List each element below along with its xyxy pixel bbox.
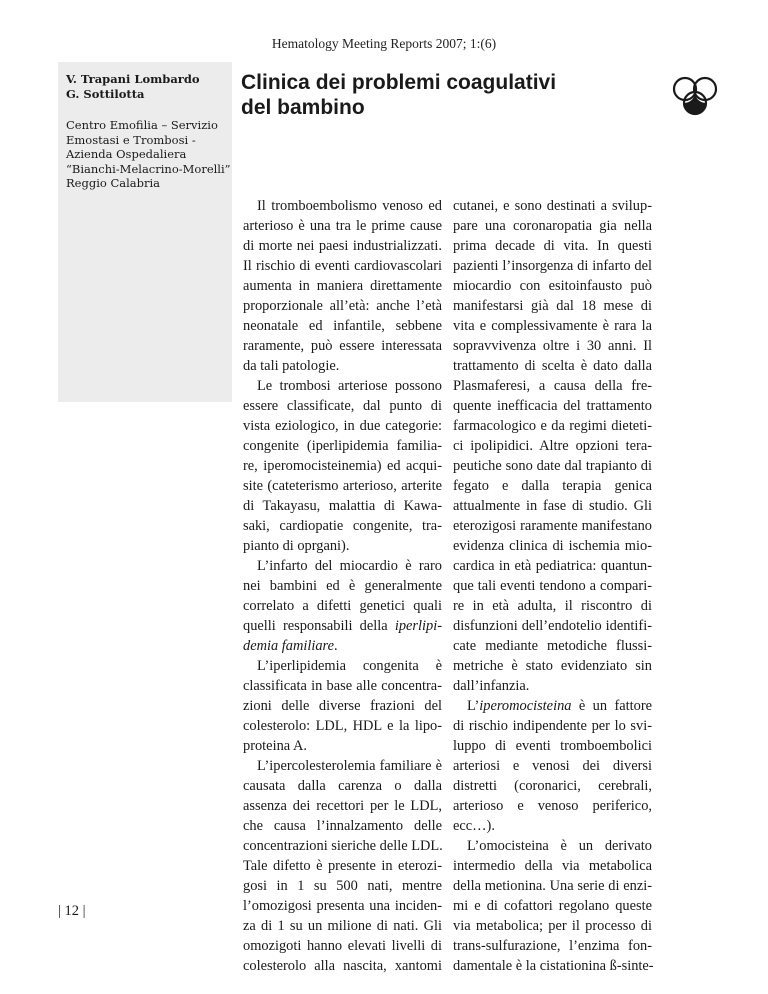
text-line — [453, 756, 652, 776]
text-segment: classificata in base alle concentra- — [243, 678, 442, 694]
text-line — [453, 576, 652, 596]
text-line — [243, 776, 442, 796]
text-line — [243, 916, 442, 936]
text-line — [453, 256, 652, 276]
text-segment: raramente, può essere interessata — [243, 338, 442, 354]
text-line — [453, 716, 652, 736]
text-segment: zioni delle diverse frazioni del — [243, 698, 442, 714]
text-line — [453, 496, 652, 516]
text-line — [453, 836, 652, 856]
text-line — [453, 916, 652, 936]
text-line — [243, 656, 442, 676]
text-segment: pazienti l’insorgenza di infarto del — [453, 258, 652, 274]
text-line — [243, 876, 442, 896]
author-name: V. Trapani Lombardo — [66, 72, 200, 86]
article-title-line: del bambino — [241, 96, 365, 119]
text-line — [453, 336, 652, 356]
text-segment: luppo di eventi tromboembolici — [453, 738, 652, 754]
text-segment: aumenta in maniera direttamente — [243, 278, 442, 294]
text-line — [243, 676, 442, 696]
text-segment: congenite (iperlipidemia familia- — [243, 438, 442, 454]
text-segment: que tali eventi tendono a compari- — [453, 578, 652, 594]
text-segment: L’ipercolesterolemia familiare è — [257, 758, 442, 774]
text-segment: vista eziologico, in due categorie: — [243, 418, 442, 434]
text-line — [453, 236, 652, 256]
text-line — [243, 476, 442, 496]
text-line — [453, 556, 652, 576]
text-line — [453, 796, 652, 816]
text-line — [453, 676, 652, 696]
text-segment: L’ — [467, 698, 480, 714]
text-segment: causata dalla carenza o dalla — [243, 778, 442, 794]
affiliation-line: Azienda Ospedaliera — [66, 147, 187, 161]
text-line — [243, 236, 442, 256]
text-segment: è un fattore — [571, 698, 652, 714]
text-line — [243, 376, 442, 396]
text-line — [453, 536, 652, 556]
text-segment: cutanei, e sono destinati a svilup- — [453, 198, 652, 214]
text-line — [243, 196, 442, 216]
text-segment: arterioso e venoso periferico, — [453, 798, 652, 814]
text-segment: arteriosi e venosi dei diversi — [453, 758, 652, 774]
text-segment: cardica in età pediatrica: quantun- — [453, 558, 652, 574]
text-line — [453, 476, 652, 496]
text-line — [453, 296, 652, 316]
text-segment: dall’infanzia. — [453, 678, 530, 694]
text-line — [243, 536, 442, 556]
text-segment: eterozigosi raramente manifestano — [453, 518, 652, 534]
text-segment: re in età adulta, il riscontro di — [453, 598, 652, 614]
text-line — [243, 356, 442, 376]
text-line — [243, 496, 442, 516]
text-segment: miocardio con esitoinfausto può — [453, 278, 652, 294]
text-line — [453, 316, 652, 336]
text-line — [453, 416, 652, 436]
text-segment: attualmente in fase di studio. Gli — [453, 498, 652, 514]
text-line — [243, 436, 442, 456]
affiliation-line: “Bianchi-Melacrino-Morelli” — [66, 161, 231, 176]
text-line — [453, 356, 652, 376]
text-line — [243, 796, 442, 816]
text-segment: damentale è la cistationina ß-sinte- — [453, 958, 654, 974]
text-segment: colesterolo: LDL, HDL e la lipo- — [243, 718, 442, 734]
text-line — [243, 816, 442, 836]
text-segment: disfunzioni dell’endotelio identifi- — [453, 618, 652, 634]
text-line — [453, 936, 652, 956]
text-line — [453, 616, 652, 636]
text-segment: della metionina. Una serie di enzi- — [453, 878, 652, 894]
text-segment: mi e di cofattori regolano queste — [453, 898, 652, 914]
text-segment: vita e complessivamente è rara la — [453, 318, 652, 334]
journal-logo-icon — [670, 72, 720, 120]
affiliation-line: Emostasi e Trombosi - — [66, 132, 196, 147]
text-segment: manifestarsi già dal 18 mese di — [453, 298, 652, 314]
text-line — [243, 276, 442, 296]
text-segment: proteina A. — [243, 738, 307, 754]
text-line — [453, 436, 652, 456]
text-line — [453, 396, 652, 416]
text-segment: sopravvivenza oltre i 30 anni. Il — [453, 338, 652, 354]
text-line — [243, 596, 442, 616]
body-column-left — [243, 196, 442, 976]
text-segment: che causa l’innalzamento delle — [243, 818, 442, 834]
text-segment: L’omocisteina è un derivato — [467, 838, 652, 854]
text-line — [243, 316, 442, 336]
text-line — [243, 296, 442, 316]
text-segment: fegato e dalla terapia genica — [453, 478, 652, 494]
text-line — [243, 616, 442, 636]
text-line — [243, 256, 442, 276]
text-line — [243, 696, 442, 716]
text-segment: saki, cardiopatie congenite, tra- — [243, 518, 442, 534]
text-segment: concentrazioni sieriche delle LDL. — [243, 838, 443, 854]
text-segment: nei bambini ed è generalmente — [243, 578, 442, 594]
body-column-right — [453, 196, 652, 976]
text-segment: ci ipolipidici. Altre opzioni tera- — [453, 438, 652, 454]
text-line — [243, 216, 442, 236]
text-segment: di Takayasu, malattia di Kawa- — [243, 498, 442, 514]
text-line — [243, 516, 442, 536]
text-segment: omozigoti hanno elevati livelli di — [243, 938, 442, 954]
text-line — [453, 876, 652, 896]
text-segment: Il rischio di eventi cardiovascolari — [243, 258, 442, 274]
text-segment: Tale difetto è presente in eterozi- — [243, 858, 442, 874]
text-line — [243, 856, 442, 876]
text-segment: Plasmaferesi, a causa della fre- — [453, 378, 652, 394]
text-line — [453, 656, 652, 676]
text-line — [243, 416, 442, 436]
text-segment: re, iperomocisteinemia) ed acqui- — [243, 458, 442, 474]
text-segment: proporzionale all’età: anche l’età — [243, 298, 442, 314]
text-segment: metriche è stato evidenziato sin — [453, 658, 652, 674]
text-segment: via metabolica; per il processo di — [453, 918, 652, 934]
author-list — [66, 72, 231, 102]
text-segment: pare una coronaropatia gia nella — [453, 218, 652, 234]
text-segment: di rischio indipendente per lo svi- — [453, 718, 652, 734]
text-line — [243, 556, 442, 576]
emphasis-text: iperlipi- — [394, 618, 442, 634]
text-segment: gosi in 1 su 500 nati, mentre — [243, 878, 442, 894]
text-segment: evidenza clinica di ischemia mio- — [453, 538, 652, 554]
text-segment: za di 1 su un milione di nati. Gli — [243, 918, 442, 934]
text-segment: di morte nei paesi industrializzati. — [243, 238, 442, 254]
text-line — [243, 736, 442, 756]
article-title — [241, 70, 641, 120]
running-header: Hematology Meeting Reports 2007; 1:(6) — [271, 36, 497, 51]
author-sidebar — [58, 62, 232, 402]
text-segment: L’iperlipidemia congenita è — [257, 658, 442, 674]
text-segment: arterioso è una tra le prime cause — [243, 218, 442, 234]
text-line — [243, 636, 442, 656]
emphasis-text: demia familiare — [243, 638, 334, 654]
text-segment: neonatale ed infantile, sebbene — [243, 318, 442, 334]
text-line — [453, 856, 652, 876]
text-segment: . — [334, 638, 338, 654]
text-line — [453, 736, 652, 756]
text-line — [453, 696, 652, 716]
text-segment: quente inefficacia del trattamento — [453, 398, 652, 414]
text-segment: colesterolo alla nascita, xantomi — [243, 958, 442, 974]
text-line — [243, 396, 442, 416]
text-line — [453, 816, 652, 836]
text-segment: farmacologico e da regimi dieteti- — [453, 418, 652, 434]
text-segment: essere classificate, dal punto di — [243, 398, 442, 414]
text-line — [243, 936, 442, 956]
text-segment: distretti (coronarici, cerebrali, — [453, 778, 652, 794]
text-segment: L’infarto del miocardio è raro — [257, 558, 442, 574]
text-line — [453, 956, 652, 976]
author-affiliation — [66, 118, 231, 191]
text-segment: trattamento di scelta è dato dalla — [453, 358, 652, 374]
text-line — [453, 456, 652, 476]
affiliation-line: Reggio Calabria — [66, 176, 161, 190]
text-segment: trans-sulfurazione, l’enzima fon- — [453, 938, 652, 954]
text-segment: cate mediante metodiche flussi- — [453, 638, 652, 654]
text-segment: quelli responsabili della — [243, 618, 395, 634]
text-segment: intermedio della via metabolica — [453, 858, 652, 874]
text-line — [453, 636, 652, 656]
text-segment: Il tromboembolismo venoso ed — [257, 198, 442, 214]
text-line — [243, 716, 442, 736]
emphasis-text: iperomocisteina — [479, 698, 572, 714]
text-line — [243, 756, 442, 776]
text-line — [243, 576, 442, 596]
text-line — [453, 516, 652, 536]
text-segment: ecc…). — [453, 818, 495, 834]
text-line — [453, 376, 652, 396]
text-segment: da tali patologie. — [243, 358, 340, 374]
text-segment: peutiche sono date dal trapianto di — [453, 458, 652, 474]
text-line — [243, 956, 442, 976]
text-segment: assenza dei recettori per le LDL, — [243, 798, 442, 814]
text-segment: site (cateterismo arterioso, arterite — [243, 478, 442, 494]
text-line — [453, 196, 652, 216]
page-number: | 12 | — [58, 903, 86, 919]
text-line — [243, 896, 442, 916]
text-segment: Le trombosi arteriose possono — [257, 378, 442, 394]
text-line — [243, 836, 442, 856]
author-name: G. Sottilotta — [66, 87, 145, 101]
affiliation-line: Centro Emofilia – Servizio — [66, 118, 218, 132]
text-segment: prima decade di vita. In questi — [453, 238, 652, 254]
text-line — [453, 776, 652, 796]
text-segment: pianto di oprgani). — [243, 538, 350, 554]
text-segment: correlato a difetti genetici quali — [243, 598, 442, 614]
article-title-line: Clinica dei problemi coagulativi — [241, 71, 557, 94]
text-line — [243, 456, 442, 476]
text-line — [453, 216, 652, 236]
text-line — [453, 596, 652, 616]
text-line — [453, 896, 652, 916]
text-line — [453, 276, 652, 296]
text-segment: l’omozigosi presenta una inciden- — [243, 898, 442, 914]
text-line — [243, 336, 442, 356]
